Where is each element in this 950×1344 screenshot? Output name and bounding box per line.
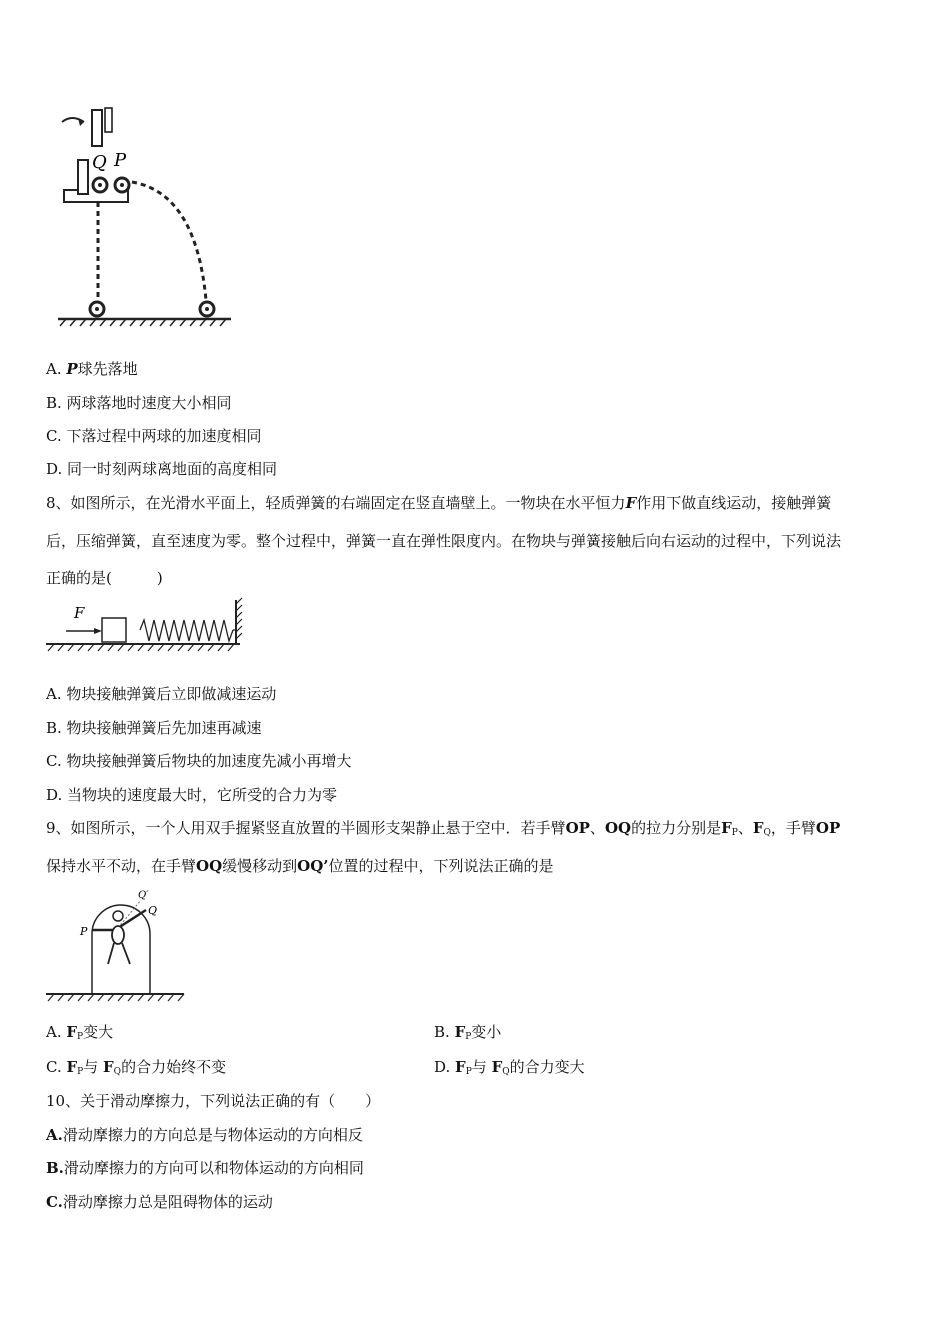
- q8-stem-line2: 后，压缩弹簧，直至速度为零。整个过程中，弹簧一直在弹性限度内。在物块与弹簧接触后向右运动的过程中，下列说法: [46, 532, 842, 550]
- q9-option-a: A. $F_P$变大: [46, 1023, 114, 1042]
- q9-label-q: Q: [148, 904, 158, 917]
- q7-option-b: B. 两球落地时速度大小相同: [46, 394, 232, 412]
- q8-option-b: B. 物块接触弹簧后先加速再减速: [46, 719, 262, 737]
- q8-label-f: F: [74, 604, 85, 622]
- q8-stem-line1: 8、如图所示，在光滑水平面上，轻质弹簧的右端固定在竖直墙壁上。一物块在水平恒力F作用下做直线运动，接触弹簧: [46, 494, 832, 512]
- q7-label-p: P: [114, 150, 127, 171]
- q8-stem-line3: 正确的是( ): [46, 569, 163, 587]
- q7-label-q: Q: [92, 152, 107, 173]
- q9-stem-line2: 保持水平不动，在手臂OQ缓慢移动到OQ’位置的过程中，下列说法正确的是: [46, 857, 554, 875]
- q8-figure: [44, 598, 249, 656]
- q9-option-c: C. $F_P$与 $F_Q$的合力始终不变: [46, 1058, 227, 1077]
- q9-label-q-prime: Q′: [138, 890, 149, 901]
- q9-stem-line1: 9、如图所示，一个人用双手握紧竖直放置的半圆形支架静止悬于空中．若手臂OP、OQ的拉力分别是$F_P$、$F_Q$，手臂OP: [46, 819, 841, 838]
- q9-figure: [44, 888, 189, 1006]
- q7-option-d: D. 同一时刻两球离地面的高度相同: [46, 460, 278, 478]
- q8-option-c: C. 物块接触弹簧后物块的加速度先减小再增大: [46, 752, 352, 770]
- q10-option-c: C.滑动摩擦力总是阻碍物体的运动: [46, 1193, 273, 1211]
- q9-label-p: P: [80, 925, 88, 938]
- q8-option-d: D. 当物块的速度最大时，它所受的合力为零: [46, 786, 338, 804]
- q7-figure: [56, 108, 236, 333]
- q8-option-a: A. 物块接触弹簧后立即做减速运动: [46, 685, 277, 703]
- q9-option-d: D. $F_P$与 $F_Q$的合力变大: [434, 1058, 585, 1077]
- q10-option-b: B.滑动摩擦力的方向可以和物体运动的方向相同: [46, 1159, 364, 1177]
- q7-option-a: A. P球先落地: [46, 360, 138, 378]
- q10-stem: 10、关于滑动摩擦力，下列说法正确的有（ ）: [46, 1092, 381, 1110]
- q9-option-b: B. $F_P$变小: [434, 1023, 502, 1042]
- q10-option-a: A.滑动摩擦力的方向总是与物体运动的方向相反: [46, 1126, 363, 1144]
- q7-option-c: C. 下落过程中两球的加速度相同: [46, 427, 262, 445]
